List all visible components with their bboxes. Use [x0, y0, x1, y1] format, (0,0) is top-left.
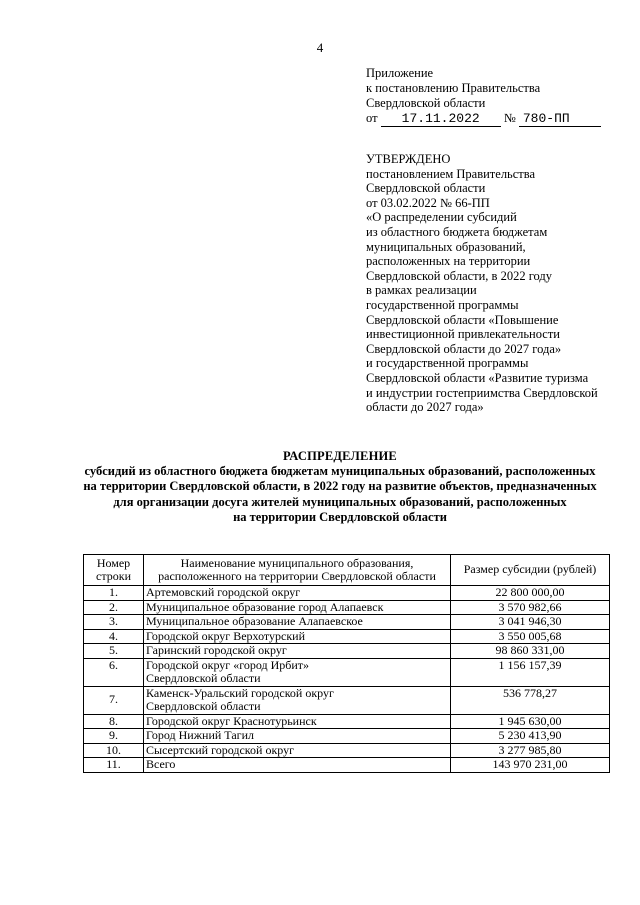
table-row	[84, 615, 610, 630]
row-name	[144, 600, 451, 615]
table-row	[84, 714, 610, 729]
header-name-line2: расположенного на территории Свердловской области	[158, 569, 436, 583]
row-amount: 98 860 331,00	[451, 644, 610, 659]
approved-line: из областного бюджета бюджетам	[366, 224, 548, 239]
row-name-line1: Муниципальное образование город Алапаевск	[146, 599, 384, 614]
approved-line: «О распределении субсидий	[366, 210, 517, 225]
approved-line: Свердловской области до 2027 года»	[366, 341, 562, 356]
row-name	[144, 686, 451, 714]
row-amount: 3 277 985,80	[451, 743, 610, 758]
row-name-line1: Город Нижний Тагил	[146, 728, 254, 742]
row-name	[144, 586, 451, 601]
row-name-line2: Свердловской области	[146, 671, 261, 685]
row-name	[144, 714, 451, 729]
approved-title: УТВЕРЖДЕНО	[366, 152, 451, 166]
table-row	[84, 600, 610, 615]
row-name	[144, 644, 451, 659]
row-name-line1: Городской округ «город Ирбит»	[146, 657, 310, 672]
document-heading	[60, 449, 620, 525]
approved-line: постановлением Правительства	[366, 166, 536, 181]
decree-number: 780-ПП	[519, 111, 601, 127]
row-name-line1: Муниципальное образование Алапаевское	[146, 614, 363, 628]
row-name-line1: Всего	[146, 757, 176, 771]
row-number: 9.	[84, 729, 144, 744]
row-name	[144, 658, 451, 686]
row-name-line1: Городской округ Верхотурский	[146, 628, 306, 643]
appendix-line: к постановлению Правительства	[366, 81, 541, 95]
row-name	[144, 729, 451, 744]
row-amount: 536 778,27	[451, 686, 610, 714]
approved-line: области до 2027 года»	[366, 400, 484, 415]
subsidy-table	[83, 554, 610, 773]
row-name-line1: Городской округ Краснотурьинск	[146, 713, 317, 728]
appendix-block	[366, 66, 601, 127]
appendix-line: Приложение	[366, 66, 434, 80]
approved-line: Свердловской области	[366, 181, 486, 196]
row-number: 4.	[84, 629, 144, 644]
table-row	[84, 629, 610, 644]
row-number: 3.	[84, 615, 144, 630]
table-header-row	[84, 555, 610, 586]
row-amount: 3 570 982,66	[451, 600, 610, 615]
row-name-line1: Сысертский городской округ	[146, 742, 295, 757]
table-row	[84, 644, 610, 659]
header-number-line2: строки	[96, 569, 131, 583]
heading-line: на территории Свердловской области, в 2022 году на развитие объектов, предназначенных	[83, 479, 597, 494]
row-name	[144, 743, 451, 758]
row-name-line1: Каменск-Уральский городской округ	[146, 685, 334, 700]
header-name-line1: Наименование муниципального образования,	[180, 555, 414, 570]
row-number: 8.	[84, 714, 144, 729]
row-name-line1: Гаринский городской округ	[146, 643, 287, 657]
number-prefix: №	[503, 111, 516, 125]
row-amount: 5 230 413,90	[451, 729, 610, 744]
heading-line: для организации досуга жителей муниципальных образований, расположенных	[113, 494, 567, 509]
header-name	[144, 555, 451, 586]
row-name	[144, 629, 451, 644]
row-amount: 3 550 005,68	[451, 629, 610, 644]
table-row	[84, 586, 610, 601]
approved-line: и индустрии гостеприимства Свердловской	[366, 385, 598, 400]
header-number-line1: Номер	[96, 555, 131, 570]
page-number: 4	[316, 40, 324, 55]
row-number: 6.	[84, 658, 144, 686]
approved-line: в рамках реализации	[366, 283, 477, 298]
approved-line: от 03.02.2022 № 66-ПП	[366, 195, 490, 210]
table-row	[84, 729, 610, 744]
row-amount: 3 041 946,30	[451, 615, 610, 630]
row-name	[144, 615, 451, 630]
date-prefix: от	[366, 111, 378, 125]
row-number: 2.	[84, 600, 144, 615]
approved-line: государственной программы	[366, 297, 519, 312]
row-number: 11.	[84, 758, 144, 773]
table-row	[84, 743, 610, 758]
row-amount: 1 945 630,00	[451, 714, 610, 729]
heading-title: РАСПРЕДЕЛЕНИЕ	[283, 449, 397, 463]
approved-block	[366, 152, 616, 415]
row-name	[144, 758, 451, 773]
row-number: 1.	[84, 586, 144, 601]
heading-line: субсидий из областного бюджета бюджетам муниципальных образований, расположенных	[84, 464, 596, 479]
header-number	[84, 555, 144, 586]
table-row	[84, 658, 610, 686]
row-name-line1: Артемовский городской округ	[146, 585, 301, 599]
approved-line: Свердловской области «Развитие туризма	[366, 370, 589, 385]
approved-line: Свердловской области, в 2022 году	[366, 268, 553, 283]
row-number: 5.	[84, 644, 144, 659]
row-name-line2: Свердловской области	[146, 699, 261, 713]
row-number: 7.	[84, 686, 144, 714]
row-amount: 22 800 000,00	[451, 586, 610, 601]
header-amount: Размер субсидии (рублей)	[451, 555, 610, 586]
approved-line: инвестиционной привлекательности	[366, 327, 561, 342]
approved-line: Свердловской области «Повышение	[366, 312, 559, 327]
approved-line: муниципальных образований,	[366, 239, 526, 254]
row-amount: 143 970 231,00	[451, 758, 610, 773]
appendix-date-line	[366, 111, 601, 127]
approved-line: и государственной программы	[366, 356, 529, 371]
row-number: 10.	[84, 743, 144, 758]
appendix-line: Свердловской области	[366, 96, 486, 110]
row-amount: 1 156 157,39	[451, 658, 610, 686]
approved-line: расположенных на территории	[366, 254, 531, 269]
decree-date: 17.11.2022	[381, 111, 501, 127]
table-row	[84, 686, 610, 714]
table-row	[84, 758, 610, 773]
heading-line: на территории Свердловской области	[233, 509, 447, 524]
